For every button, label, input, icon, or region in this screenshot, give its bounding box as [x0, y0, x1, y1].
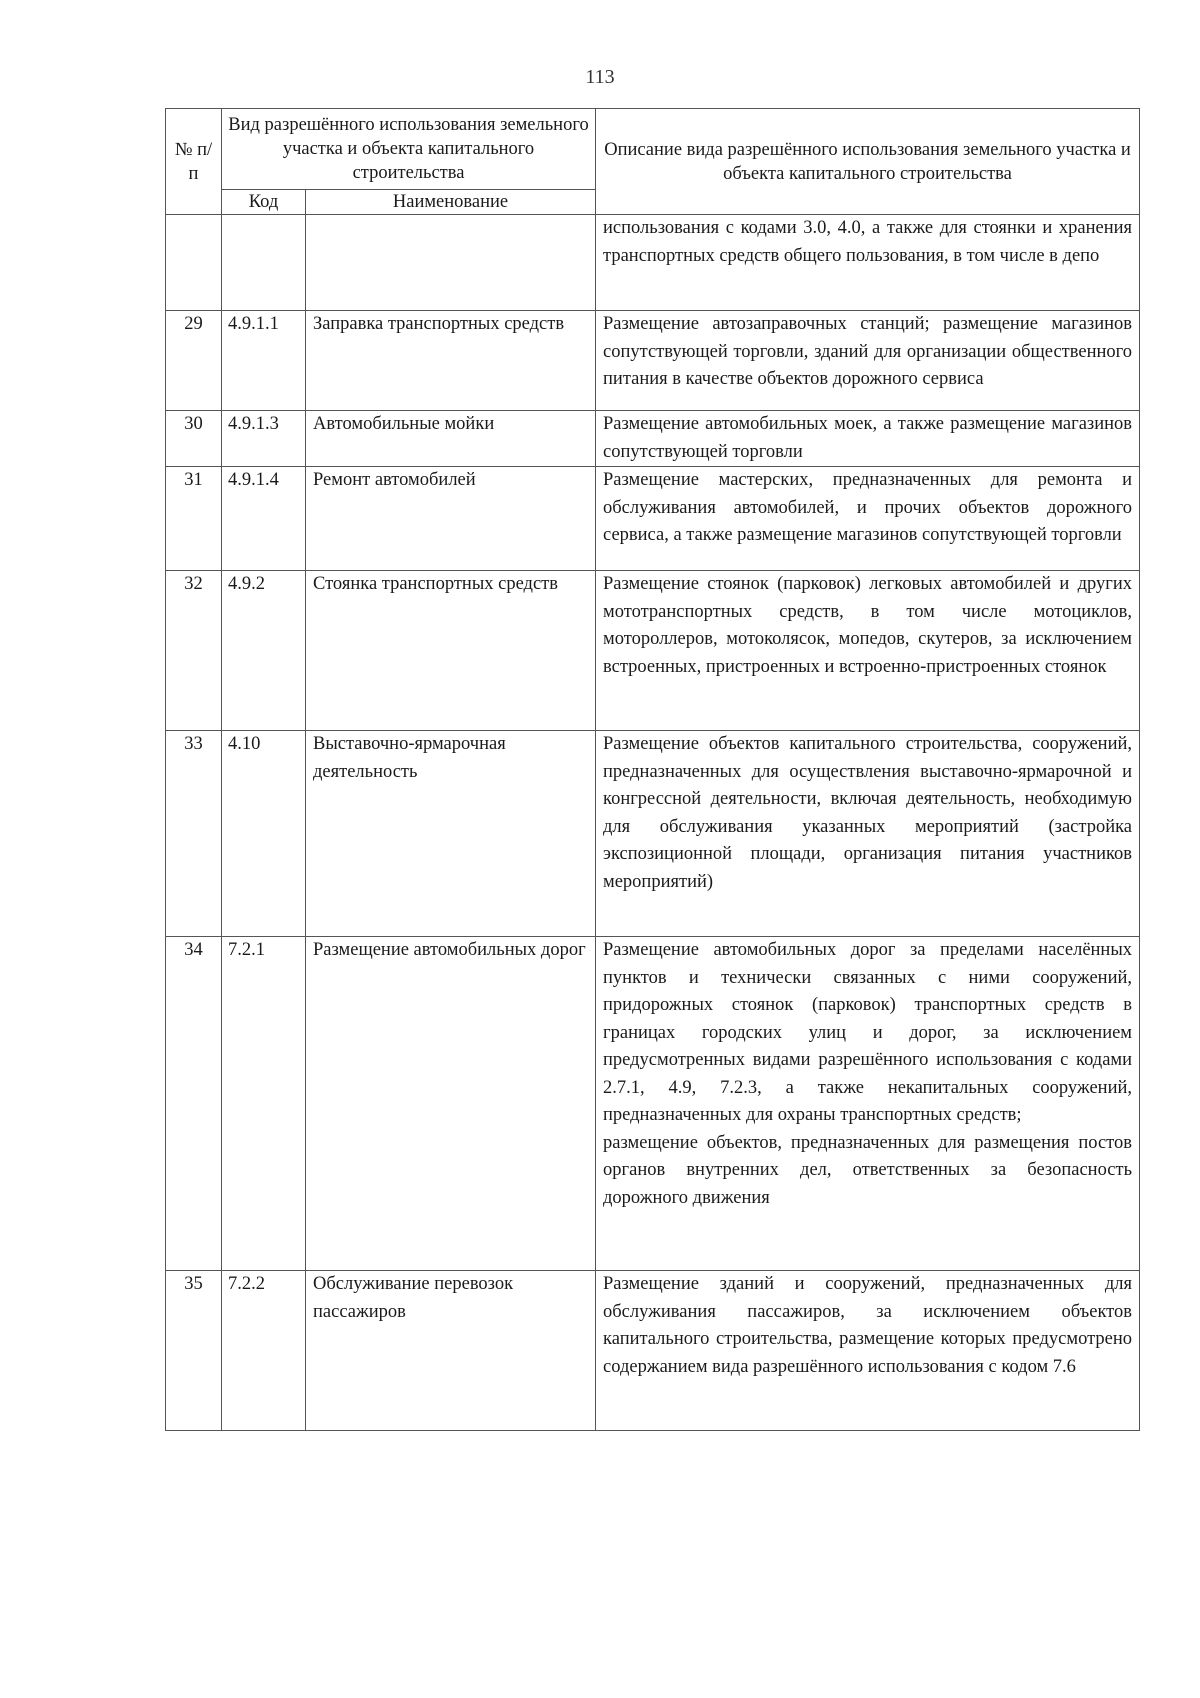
row-number: 34: [166, 937, 222, 1271]
description-paragraph: Размещение объектов капитального строительства, сооружений, предназначенных для осуществления выставочно-ярмарочной и конгрессной деятельности, включая деятельность, необходимую для обслуживания указанных мероприятий (застройка экспозиционной площади, организация питания участников мероприятий): [603, 734, 1133, 892]
row-number: 30: [166, 411, 222, 467]
description-paragraph: размещение объектов, предназначенных для размещения постов органов внутренних дел, ответственных за безопасность дорожного движения: [603, 1132, 1133, 1208]
table-body: [166, 215, 1140, 1431]
row-name: Автомобильные мойки: [306, 411, 596, 467]
row-name: Ремонт автомобилей: [306, 467, 596, 571]
row-description: [596, 215, 1140, 311]
row-description: [596, 1271, 1140, 1431]
row-number: 29: [166, 311, 222, 411]
table-row: [166, 215, 1140, 311]
header-description: Описание вида разрешённого использования земельного участка и объекта капитального строительства: [596, 109, 1140, 215]
row-description: [596, 311, 1140, 411]
land-use-table: [165, 108, 1140, 1431]
row-name: Заправка транспортных средств: [306, 311, 596, 411]
header-name: Наименование: [306, 190, 596, 215]
row-description: [596, 571, 1140, 731]
page-number: 113: [585, 66, 615, 88]
table-header: [166, 109, 1140, 215]
row-number: 31: [166, 467, 222, 571]
table-row: [166, 937, 1140, 1271]
description-paragraph: Размещение зданий и сооружений, предназначенных для обслуживания пассажиров, за исключением объектов капитального строительства, размещение которых предусмотрено содержанием вида разрешённого использования с кодом 7.6: [603, 1274, 1133, 1377]
table-row: [166, 571, 1140, 731]
row-code: 4.9.1.1: [222, 311, 306, 411]
header-num: № п/п: [166, 109, 222, 215]
row-number: 33: [166, 731, 222, 937]
row-number: [166, 215, 222, 311]
description-paragraph: использования с кодами 3.0, 4.0, а также для стоянки и хранения транспортных средств общего пользования, в том числе в депо: [603, 218, 1133, 266]
table-row: [166, 467, 1140, 571]
row-description: [596, 937, 1140, 1271]
description-paragraph: Размещение автомобильных моек, а также размещение магазинов сопутствующей торговли: [603, 414, 1133, 462]
table-row: [166, 311, 1140, 411]
row-code: 4.9.1.4: [222, 467, 306, 571]
table-row: [166, 731, 1140, 937]
row-name: Стоянка транспортных средств: [306, 571, 596, 731]
row-number: 32: [166, 571, 222, 731]
row-code: [222, 215, 306, 311]
description-paragraph: Размещение стоянок (парковок) легковых автомобилей и других мототранспортных средств, в том числе мотоциклов, мотороллеров, мотоколясок, мопедов, скутеров, за исключением встроенных, пристроенных и встроенно-пристроенных стоянок: [603, 574, 1133, 677]
row-name: Размещение автомобильных дорог: [306, 937, 596, 1271]
row-code: 4.9.2: [222, 571, 306, 731]
description-paragraph: Размещение автомобильных дорог за пределами населённых пунктов и технически связанных с ними сооружений, придорожных стоянок (парковок) транспортных средств в границах городских улиц и дорог, за исключением предусмотренных видами разрешённого использования с кодами 2.7.1, 4.9, 7.2.3, а также некапитальных сооружений, предназначенных для охраны транспортных средств;: [603, 940, 1133, 1125]
header-type-group: Вид разрешённого использования земельного участка и объекта капитального строительства: [222, 109, 596, 190]
row-name: [306, 215, 596, 311]
table-row: [166, 411, 1140, 467]
table-row: [166, 1271, 1140, 1431]
row-description: [596, 467, 1140, 571]
row-name: Обслуживание перевозок пассажиров: [306, 1271, 596, 1431]
row-code: 7.2.2: [222, 1271, 306, 1431]
row-description: [596, 411, 1140, 467]
description-paragraph: Размещение автозаправочных станций; размещение магазинов сопутствующей торговли, зданий для организации общественного питания в качестве объектов дорожного сервиса: [603, 314, 1133, 389]
row-code: 4.9.1.3: [222, 411, 306, 467]
header-code: Код: [222, 190, 306, 215]
row-number: 35: [166, 1271, 222, 1431]
row-code: 7.2.1: [222, 937, 306, 1271]
row-name: Выставочно-ярмарочная деятельность: [306, 731, 596, 937]
row-description: [596, 731, 1140, 937]
description-paragraph: Размещение мастерских, предназначенных для ремонта и обслуживания автомобилей, и прочих объектов дорожного сервиса, а также размещение магазинов сопутствующей торговли: [603, 470, 1133, 545]
row-code: 4.10: [222, 731, 306, 937]
